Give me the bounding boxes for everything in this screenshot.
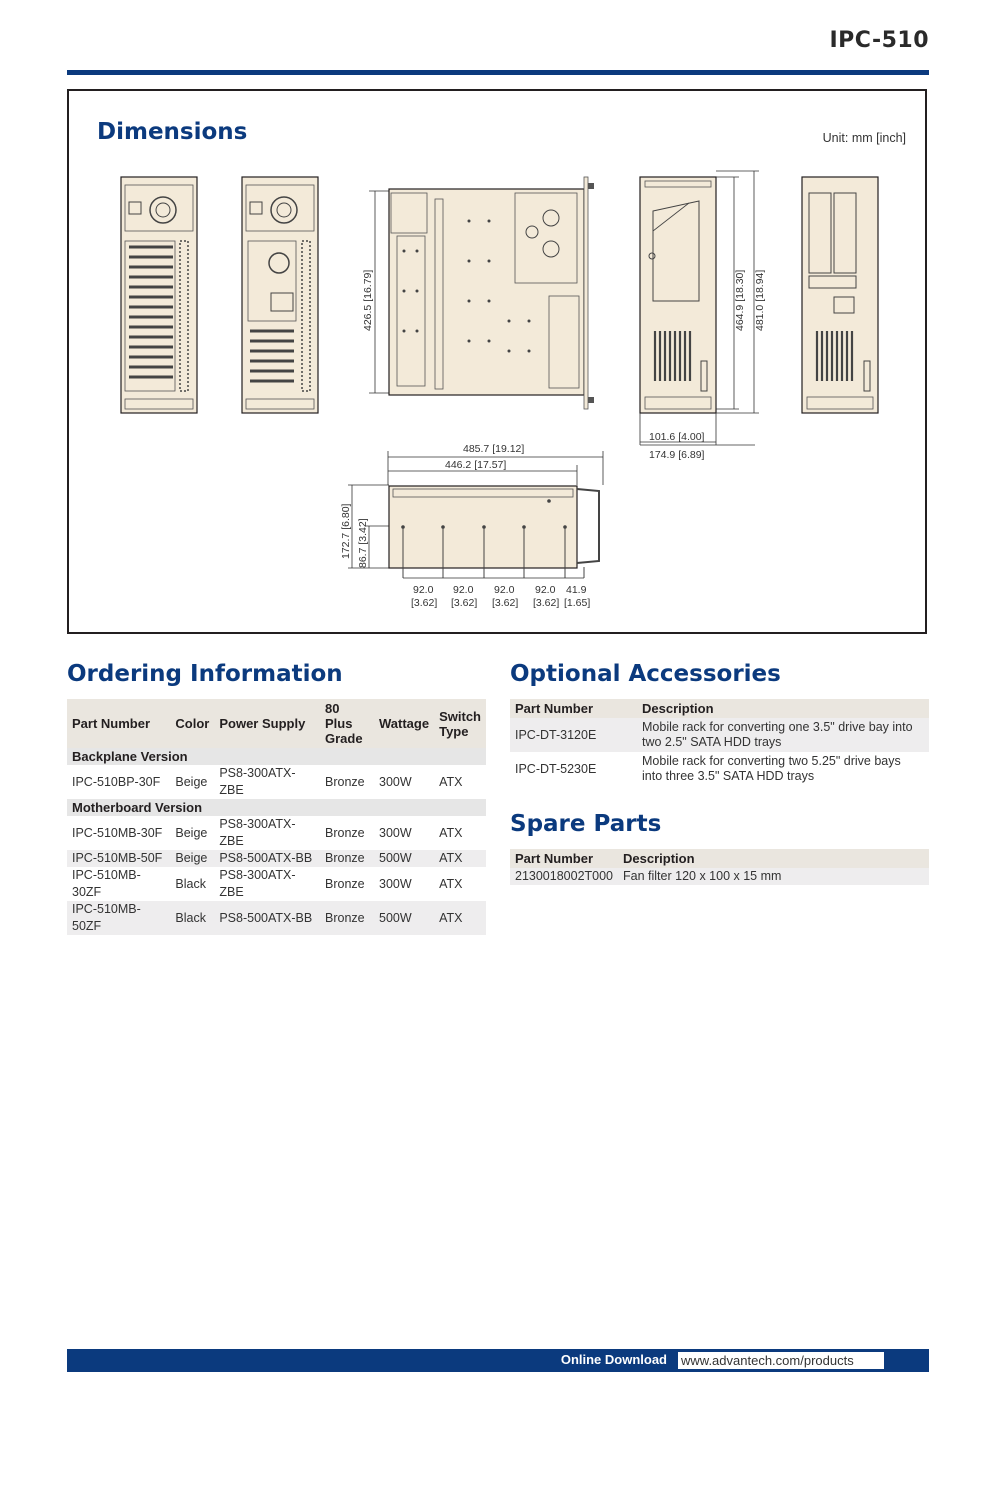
table-row — [67, 765, 486, 799]
ordering-col-color: Color — [170, 699, 214, 748]
cell-switch-type: ATX — [439, 774, 463, 789]
cell-wattage: 300W — [379, 876, 412, 891]
ordering-group-row — [67, 799, 486, 816]
accessories-title: Optional Accessories — [510, 661, 781, 687]
cell-grade: Bronze — [320, 901, 374, 935]
dim-spacing-5-value: 41.9 — [566, 584, 587, 596]
dimensions-panel — [67, 89, 927, 634]
top-rule — [67, 70, 929, 75]
dim-front-w2-label: 174.9 [6.89] — [649, 449, 705, 461]
table-row — [510, 752, 929, 786]
dimension-drawings — [69, 91, 925, 632]
dim-spacing-3-inch: [3.62] — [492, 597, 519, 609]
accessories-col-part-number: Part Number — [510, 699, 637, 718]
cell-color: Black — [170, 901, 214, 935]
dimensions-unit: Unit: mm [inch] — [822, 131, 906, 145]
cell-part-number: IPC-DT-5230E — [515, 761, 597, 776]
cell-description: Mobile rack for converting two 5.25" drive bays into three 3.5" SATA HDD trays — [642, 754, 901, 783]
cell-power-supply: PS8-500ATX-BB — [214, 850, 320, 867]
side-view-drawing — [802, 177, 878, 413]
ordering-group-label: Motherboard Version — [67, 799, 486, 816]
dim-side-h1-label: 172.7 [6.80] — [340, 503, 352, 559]
footer-url-link[interactable]: www.advantech.com/products — [678, 1352, 884, 1369]
table-row — [67, 816, 486, 850]
cell-color: Beige — [170, 850, 214, 867]
ordering-col-power-supply: Power Supply — [214, 699, 320, 748]
ordering-title: Ordering Information — [67, 661, 343, 687]
dim-height-top-label: 426.5 [16.79] — [362, 269, 374, 331]
cell-power-supply: PS8-300ATX-ZBE — [219, 817, 296, 848]
dim-depth-body-label: 446.2 [17.57] — [445, 459, 507, 471]
dim-side-h2-label: 86.7 [3.42] — [357, 518, 369, 568]
cell-switch-type: ATX — [434, 901, 486, 935]
rear-view-motherboard-drawing — [242, 177, 318, 413]
cell-part-number: IPC-510MB-50ZF — [67, 901, 170, 935]
cell-power-supply: PS8-300ATX-ZBE — [219, 766, 296, 797]
front-view-drawing — [640, 171, 766, 461]
table-row — [510, 718, 929, 752]
ordering-col-switch-type: Switch Type — [434, 699, 486, 748]
cell-wattage: 500W — [374, 901, 434, 935]
cell-switch-type: ATX — [439, 876, 463, 891]
ordering-group-row — [67, 748, 486, 765]
cell-description: Mobile rack for converting one 3.5" drive bay into two 2.5" SATA HDD trays — [637, 718, 929, 752]
spare-parts-title: Spare Parts — [510, 811, 662, 837]
ordering-col-part-number: Part Number — [67, 699, 170, 748]
dim-spacing-1-value: 92.0 — [413, 584, 434, 596]
dim-depth-total-label: 485.7 [19.12] — [463, 443, 525, 455]
table-row — [67, 867, 486, 901]
spare-col-part-number: Part Number — [510, 849, 618, 868]
bottom-view-drawing — [340, 443, 603, 609]
cell-part-number: 2130018002T000 — [510, 868, 618, 885]
accessories-header-row — [510, 699, 929, 718]
dim-spacing-1-inch: [3.62] — [411, 597, 438, 609]
accessories-table — [510, 699, 929, 786]
footer-download-label: Online Download — [560, 1352, 667, 1367]
cell-grade: Bronze — [325, 825, 365, 840]
ordering-group-label: Backplane Version — [67, 748, 486, 765]
spare-parts-table — [510, 849, 929, 885]
dim-spacing-4-inch: [3.62] — [533, 597, 560, 609]
dim-spacing-5-inch: [1.65] — [564, 597, 591, 609]
cell-grade: Bronze — [320, 850, 374, 867]
rear-view-backplane-drawing — [121, 177, 197, 413]
cell-part-number: IPC-510MB-50F — [67, 850, 170, 867]
ordering-col-grade: 80 Plus Grade — [320, 699, 374, 748]
cell-part-number: IPC-510BP-30F — [72, 774, 161, 789]
cell-part-number: IPC-510MB-30F — [72, 825, 163, 840]
dim-front-height2-label: 481.0 [18.94] — [754, 269, 766, 331]
cell-color: Beige — [175, 825, 208, 840]
cell-wattage: 500W — [374, 850, 434, 867]
cell-wattage: 300W — [379, 774, 412, 789]
ordering-table — [67, 699, 486, 935]
cell-description: Fan filter 120 x 100 x 15 mm — [618, 868, 929, 885]
cell-grade: Bronze — [325, 774, 365, 789]
table-row — [67, 901, 486, 935]
dim-front-height1-label: 464.9 [18.30] — [734, 269, 746, 331]
dimensions-title: Dimensions — [97, 119, 248, 145]
dim-spacing-3-value: 92.0 — [494, 584, 515, 596]
cell-color: Beige — [175, 774, 208, 789]
accessories-col-description: Description — [637, 699, 929, 718]
dim-spacing-4-value: 92.0 — [535, 584, 556, 596]
cell-part-number: IPC-DT-3120E — [510, 718, 637, 752]
spare-header-row — [510, 849, 929, 868]
cell-switch-type: ATX — [439, 825, 463, 840]
cell-grade: Bronze — [325, 876, 365, 891]
cell-power-supply: PS8-500ATX-BB — [214, 901, 320, 935]
cell-part-number: IPC-510MB-30ZF — [72, 868, 141, 899]
cell-color: Black — [175, 876, 206, 891]
dim-spacing-2-inch: [3.62] — [451, 597, 478, 609]
dim-front-w1-label: 101.6 [4.00] — [649, 431, 705, 443]
table-row — [67, 850, 486, 867]
ordering-col-wattage: Wattage — [374, 699, 434, 748]
spare-col-description: Description — [618, 849, 929, 868]
model-title: IPC-510 — [829, 28, 929, 53]
dim-spacing-2-value: 92.0 — [453, 584, 474, 596]
table-row — [510, 868, 929, 885]
cell-wattage: 300W — [379, 825, 412, 840]
top-view-drawing — [362, 177, 594, 409]
footer-bar — [67, 1349, 929, 1372]
cell-power-supply: PS8-300ATX-ZBE — [219, 868, 296, 899]
cell-switch-type: ATX — [434, 850, 486, 867]
ordering-header-row — [67, 699, 486, 748]
